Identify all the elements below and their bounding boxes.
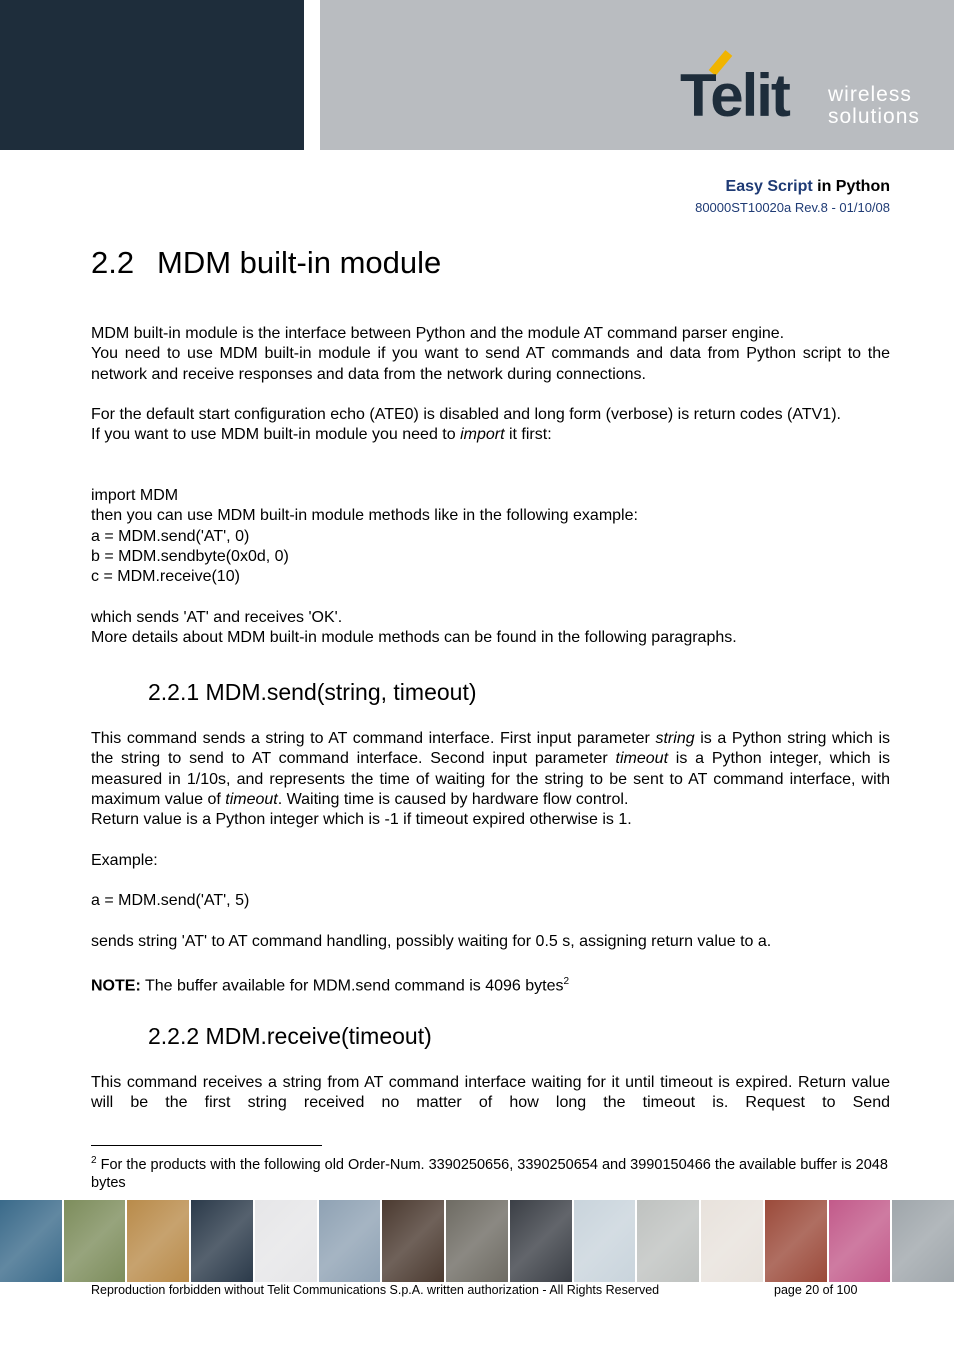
send-example-label: Example: [91, 852, 158, 869]
subsection-heading-receive: 2.2.2 MDM.receive(timeout) [148, 1023, 432, 1049]
photo-tile [701, 1200, 763, 1282]
send-example-description: sends string 'AT' to AT command handling, possibly waiting for 0.5 s, assigning return value to a. [91, 933, 772, 950]
code-line-4: b = MDM.sendbyte(0x0d, 0) [91, 547, 289, 565]
photo-tile [637, 1200, 699, 1282]
intro-line-1: MDM built-in module is the interface between Python and the module AT command parser engine. [91, 325, 785, 342]
photo-tile [255, 1200, 317, 1282]
import-post: it first: [504, 426, 552, 444]
section-heading [91, 244, 441, 282]
photo-tile [64, 1200, 126, 1282]
code-line-2: then you can use MDM built-in module methods like in the following example: [91, 507, 638, 525]
send-return-text: Return value is a Python integer which is -1 if timeout expired otherwise is 1. [91, 811, 632, 829]
send-text-1: This command sends a string to AT command interface. First input parameter [91, 730, 656, 747]
footnote-text: For the products with the following old Order-Num. 3390250656, 3390250654 and 3990150466 the available buffer is 2048 bytes [91, 1156, 888, 1191]
photo-tile [319, 1200, 381, 1282]
send-description-text [91, 729, 890, 810]
send-emphasis-string: string [655, 730, 695, 747]
send-text-2: is a Python string which is the string to send to AT command interface. Second input parameter [91, 730, 890, 768]
photo-strip [0, 1200, 954, 1282]
send-emphasis-timeout-2: timeout [225, 790, 278, 808]
intro-line-2: You need to use MDM built-in module if you want to send AT commands and data from Python script to the network and receive responses and data from the network during connections. [91, 345, 890, 383]
section-number: 2.2 [91, 245, 135, 280]
photo-tile [765, 1200, 827, 1282]
footnote-reference: 2 [563, 976, 570, 987]
intro-sends-text: which sends 'AT' and receives 'OK'. [91, 609, 343, 626]
document-title-accent: Easy Script [725, 178, 813, 195]
document-reference: 80000ST10020a Rev.8 - 01/10/08 [695, 200, 890, 215]
intro-code-example [91, 486, 890, 587]
telit-logo [676, 48, 936, 132]
photo-tile [574, 1200, 636, 1282]
receive-description: This command receives a string from AT command interface waiting for it until timeout is expired. Return value will be the first string received no matter of how long the timeout is. Request to Send [91, 1074, 890, 1112]
import-pre: If you want to use MDM built-in module you need to [91, 426, 461, 444]
document-title-rest: in Python [812, 178, 890, 195]
photo-tile [829, 1200, 891, 1282]
footnote-number: 2 [91, 1155, 97, 1166]
section-title: MDM built-in module [157, 245, 442, 280]
send-description [91, 729, 890, 830]
photo-tile [127, 1200, 189, 1282]
intro-paragraph-2 [91, 405, 890, 446]
photo-tile [382, 1200, 444, 1282]
intro-config-text: For the default start configuration echo (ATE0) is disabled and long form (verbose) is return codes (ATV1). [91, 406, 841, 423]
intro-more-text: More details about MDM built-in module methods can be found in the following paragraphs. [91, 629, 737, 647]
intro-paragraph-3 [91, 608, 890, 649]
code-line-5: c = MDM.receive(10) [91, 568, 240, 586]
footnote [91, 1152, 890, 1192]
intro-paragraph-1 [91, 324, 890, 385]
send-note [91, 972, 890, 997]
send-example-code: a = MDM.send('AT', 5) [91, 892, 250, 909]
footer-page-number: page 20 of 100 [774, 1283, 858, 1297]
footer-copyright: Reproduction forbidden without Telit Communications S.p.A. written authorization - All Rights Reserved [91, 1283, 660, 1297]
logo-brand: Telit [680, 62, 789, 129]
send-text-3: is a Python integer, which is measured in 1/10s, and represents the time of waiting for the string to be sent to AT command interface, with maximum value of [91, 750, 890, 808]
header-banner-dark [0, 0, 304, 150]
code-line-1: import MDM [91, 487, 179, 504]
import-emphasis: import [460, 426, 505, 444]
note-label: NOTE: [91, 977, 141, 995]
photo-tile [446, 1200, 508, 1282]
subsection-heading-send: 2.2.1 MDM.send(string, timeout) [148, 679, 477, 705]
footnote-divider [91, 1145, 322, 1146]
photo-tile [510, 1200, 572, 1282]
document-title [726, 178, 890, 196]
intro-import-text [91, 425, 890, 445]
photo-tile [0, 1200, 62, 1282]
send-text-4: . Waiting time is caused by hardware flow control. [277, 790, 629, 808]
code-line-3: a = MDM.send('AT', 0) [91, 527, 250, 545]
logo-tagline-1: wireless [828, 83, 912, 106]
photo-tile [191, 1200, 253, 1282]
note-text: The buffer available for MDM.send command is 4096 bytes [140, 977, 564, 995]
send-emphasis-timeout: timeout [615, 750, 669, 768]
logo-tagline-2: solutions [828, 105, 920, 128]
photo-tile [892, 1200, 954, 1282]
